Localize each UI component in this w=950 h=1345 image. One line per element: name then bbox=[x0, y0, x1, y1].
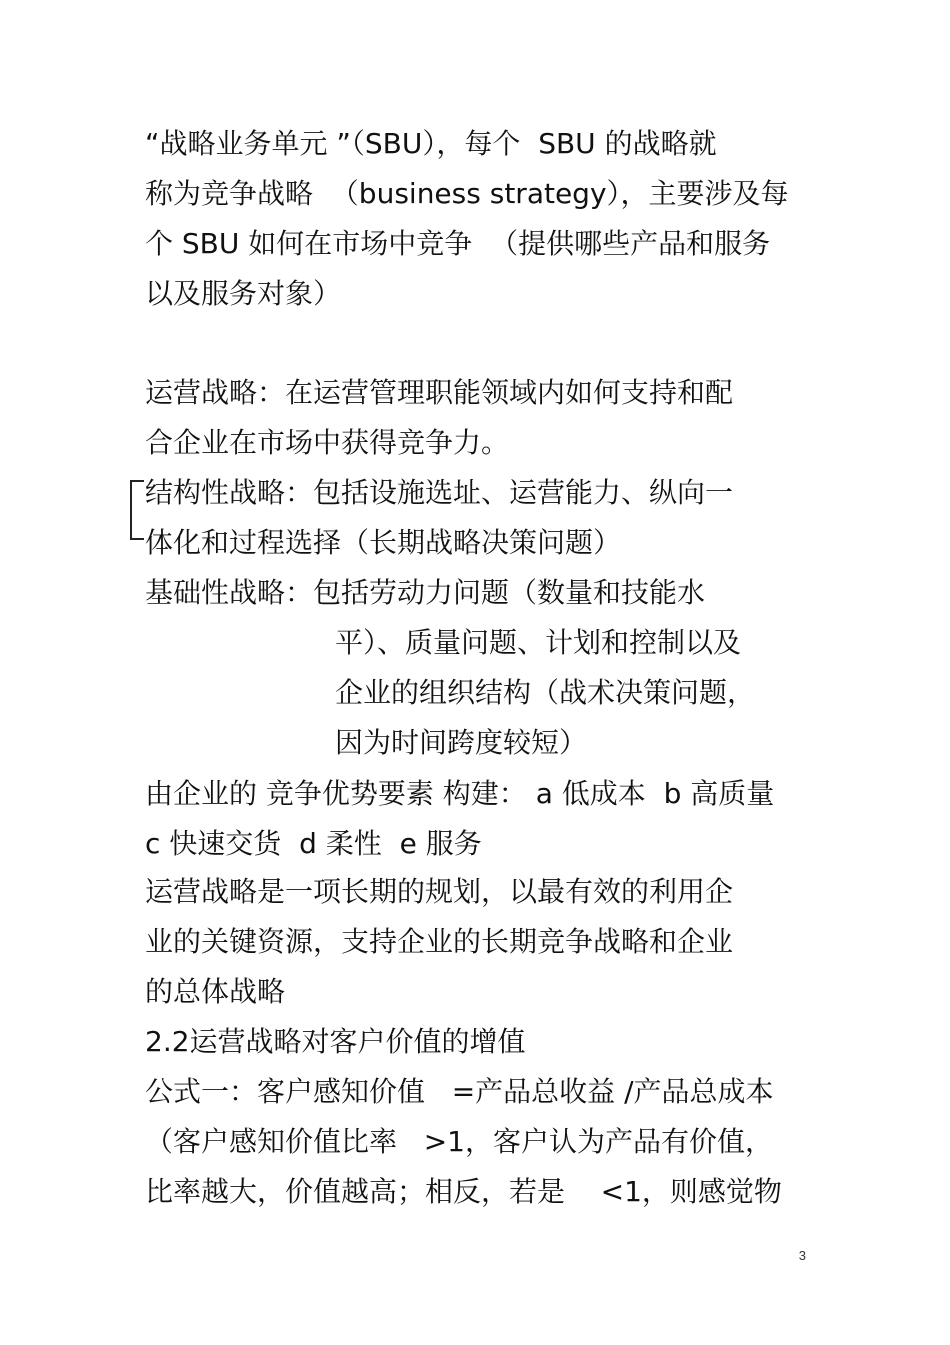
text-line: 企业的组织结构（战术决策问题， bbox=[335, 676, 756, 709]
text-line: 以及服务对象） bbox=[145, 277, 342, 310]
text-line: 平）、质量问题、计划和控制以及 bbox=[335, 626, 742, 659]
text-line: 的总体战略 bbox=[145, 975, 286, 1008]
text-line: c 快速交货 d 柔性 e 服务 bbox=[145, 827, 482, 860]
text-line: 公式一：客户感知价值 =产品总收益 /产品总成本 bbox=[145, 1075, 774, 1108]
text-line: （客户感知价值比率 >1，客户认为产品有价值， bbox=[145, 1125, 773, 1158]
text-line: 比率越大，价值越高；相反，若是 <1，则感觉物 bbox=[145, 1175, 782, 1208]
text-line: 个 SBU 如何在市场中竞争 （提供哪些产品和服务 bbox=[145, 227, 771, 260]
text-line: 结构性战略：包括设施选址、运营能力、纵向一 bbox=[145, 476, 734, 509]
page-number: 3 bbox=[798, 1248, 806, 1263]
text-line: 由企业的 竞争优势要素 构建： a 低成本 b 高质量 bbox=[145, 777, 775, 810]
text-line: 基础性战略：包括劳动力问题（数量和技能水 bbox=[145, 576, 706, 609]
section-heading: 2.2运营战略对客户价值的增值 bbox=[145, 1025, 526, 1058]
text-line: 运营战略：在运营管理职能领域内如何支持和配 bbox=[145, 376, 734, 409]
text-line: 因为时间跨度较短） bbox=[335, 726, 588, 759]
text-line: 业的关键资源，支持企业的长期竞争战略和企业 bbox=[145, 925, 734, 958]
text-line: “战略业务单元 ”（SBU），每个 SBU 的战略就 bbox=[145, 127, 717, 160]
bracket-mark bbox=[130, 480, 144, 540]
text-line: 体化和过程选择（长期战略决策问题） bbox=[145, 526, 622, 559]
text-line: 合企业在市场中获得竞争力。 bbox=[145, 426, 510, 459]
text-line: 称为竞争战略 （business strategy），主要涉及每 bbox=[145, 177, 789, 210]
text-line: 运营战略是一项长期的规划，以最有效的利用企 bbox=[145, 875, 734, 908]
